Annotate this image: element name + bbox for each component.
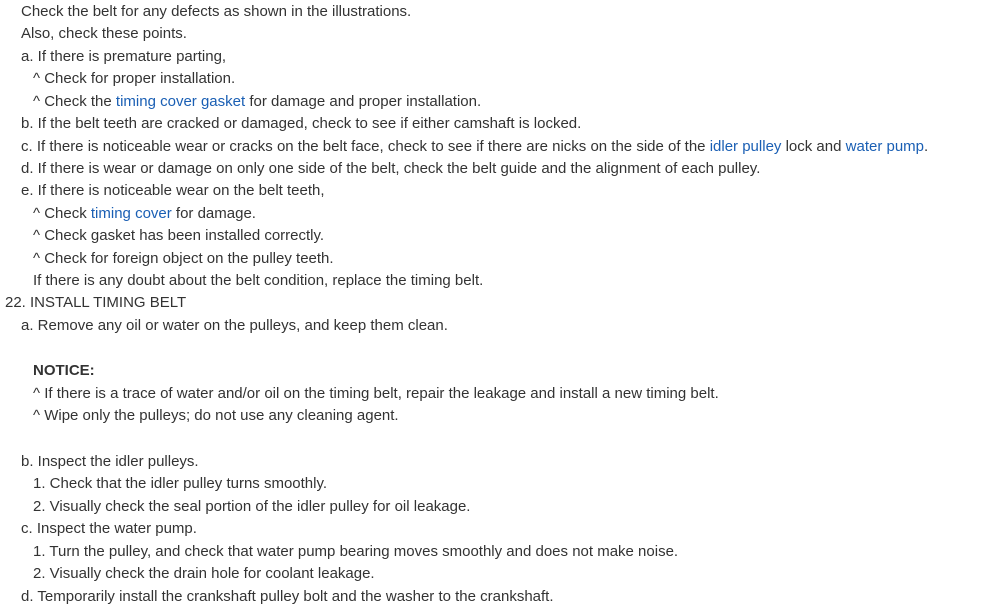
step-22-item-c-2: 2. Visually check the drain hole for coolant leakage. [33,565,375,582]
step-22-heading: 22. INSTALL TIMING BELT [5,294,187,311]
timing-cover-gasket-link[interactable]: timing cover gasket [115,93,246,110]
item-e: e. If there is noticeable wear on the belt teeth, [21,182,325,199]
check-intro: Check the belt for any defects as shown in the illustrations. [21,3,412,20]
step-22-item-b: b. Inspect the idler pulleys. [21,453,199,470]
item-e-bullet-1-post: for damage. [171,205,256,222]
notice-bullet-2: ^ Wipe only the pulleys; do not use any cleaning agent. [33,407,399,424]
item-e-bullet-3: ^ Check for foreign object on the pulley teeth. [33,250,334,267]
step-22-item-a: a. Remove any oil or water on the pulleys, and keep them clean. [21,317,448,334]
item-c [21,136,1004,158]
notice-bullet-1: ^ If there is a trace of water and/or oil on the timing belt, repair the leakage and install a new timing belt. [33,385,719,402]
item-e-bullet-2: ^ Check gasket has been installed correctly. [33,227,325,244]
item-d: d. If there is wear or damage on only one side of the belt, check the belt guide and the alignment of each pulley. [21,160,761,177]
timing-cover-link[interactable]: timing cover [90,205,172,222]
item-e-bullet-1 [33,203,1004,225]
step-22-item-c: c. Inspect the water pump. [21,520,197,537]
item-a-bullet-2-pre: ^ Check the [33,93,116,110]
notice-title: NOTICE: [33,362,95,379]
item-b: b. If the belt teeth are cracked or damaged, check to see if either camshaft is locked. [21,115,582,132]
doubt-note: If there is any doubt about the belt condition, replace the timing belt. [33,272,484,289]
check-also: Also, check these points. [21,25,187,42]
item-c-post: . [924,138,929,155]
item-e-bullet-1-pre: ^ Check [33,205,91,222]
step-22-item-b-2: 2. Visually check the seal portion of the idler pulley for oil leakage. [33,498,471,515]
item-a-bullet-2 [33,91,1004,113]
water-pump-link[interactable]: water pump [845,138,925,155]
item-a-bullet-1: ^ Check for proper installation. [33,70,236,87]
step-22-item-d: d. Temporarily install the crankshaft pulley bolt and the washer to the crankshaft. [21,588,554,605]
item-c-mid: lock and [781,138,846,155]
step-22-item-c-1: 1. Turn the pulley, and check that water pump bearing moves smoothly and does not make noise. [33,543,679,560]
item-a-bullet-2-post: for damage and proper installation. [245,93,482,110]
idler-pulley-link[interactable]: idler pulley [709,138,782,155]
step-22-item-b-1: 1. Check that the idler pulley turns smoothly. [33,475,328,492]
item-c-pre: c. If there is noticeable wear or cracks on the belt face, check to see if there are nicks on the side of the [21,138,710,155]
item-a: a. If there is premature parting, [21,48,227,65]
